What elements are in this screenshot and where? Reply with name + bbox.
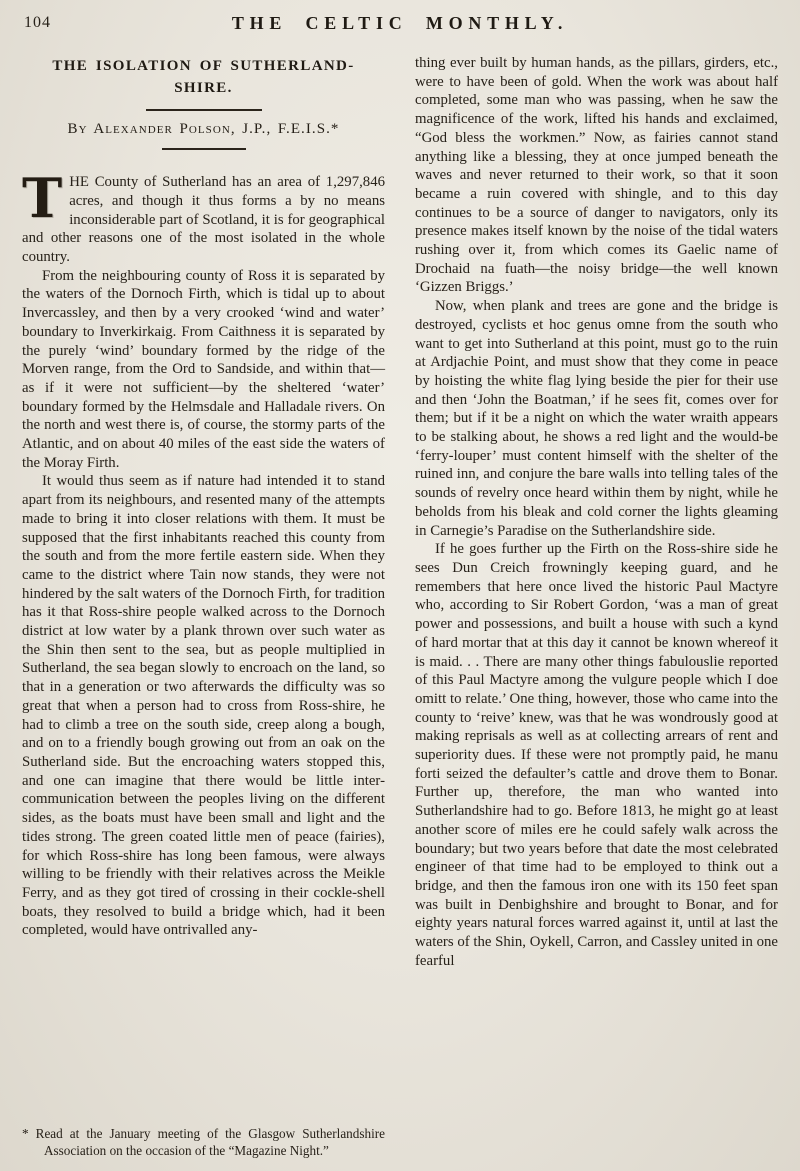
paragraph-intro: [22, 166, 385, 267]
left-column: [22, 54, 385, 1159]
article-byline: By Alexander Polson, J.P., F.E.I.S.*: [67, 120, 340, 137]
paragraph-paul-mactyre: If he goes further up the Firth on the Ross-shire side he sees Dun Creich frowningly keeping guard, and he remembers that here once lived the historic Paul Mactyre who, according to Sir Robert Gordon, ‘was a man of great power and possessions, and built a house with such a kynd of hard mortar that at this day it cannot be known whereof it is maid. . . There are many other things fabulouslie reported of this Paul Mactyre among the vulgure people which I doe omitt to relate.’ One thing, however, those who came into the county to ‘reive’ knew, was that he was wondrously good at making reprisals as well as at collecting arrears of rent and superiority dues. If these were not promptly paid, he manu forti seized the defaulter’s cattle and drove them to Bonar. Further up, therefore, the man who wanted into Sutherlandshire had to go. Before 1813, he might go at least another score of miles ere he could safely walk across the boundary; but two years before that date the most celebrated engineer of that time had to be employed to think out a bridge, and then the famous iron one with its 150 feet span was built in Denbighshire and brought to Bonar, and for eighty years natural forces warred against it, until at last the waters of the Shin, Oykell, Carron, and Cassley united in one fearful: [415, 541, 778, 969]
byline-rule: [162, 148, 246, 150]
paragraph-boundaries: From the neighbouring county of Ross it is separated by the waters of the Dornoch Firth, which is tidal up to about Invercassley, and then by a very crooked ‘wind and water’ boundary to Inverkirkaig. From Caithness it is separated by the purely ‘wind’ boundary formed by the ridge of the Morven range, from the Ord to Sandside, and within that—as if it were not sufficient—by the sheltered ‘water’ boundary formed by the Helmsdale and Halladale rivers. On the north and west there is, of course, the stormy parts of the Atlantic, and on about 40 miles of the east side the waters of the Moray Firth.: [22, 267, 385, 471]
article-head: [22, 54, 385, 159]
paragraph-tradition: It would thus seem as if nature had intended it to stand apart from its neighbours, and resented many of the attempts made to bring it into closer relations with them. It must be supposed that the first inhabitants reached this county from the south and from the more fertile eastern side. When they came to the district where Tain now stands, they were not hindered by the salt waters of the Dornoch Firth, for tradition has it that Ross-shire people walked across to the Dornoch district at low water by a plank thrown over such water as the Shin then sent to the sea, but as people multiplied in Sutherland, the sea began slowly to encroach on the land, so that in a generation or two afterwards the difficulty was so great that when a person had to cross from Ross-shire, he had to climb a tree on the south side, creep along a bough, and on to a friendly bough growing out from an oak on the Sutherland side. But the encroaching waters stopped this, and one can imagine that there would be little inter-communication between the peoples living on the different sides, as the boats must have been small and light and the tides strong. The green coated little men of peace (fairies), for which Ross-shire has long been famous, were always willing to be friendly with their relatives across the Meikle Ferry, and as they got tired of crossing in their cockle-shell boats, they resolved to build a bridge which, had it been completed, would have ontrivalled any-: [22, 473, 385, 939]
title-rule: [146, 109, 262, 111]
paragraph-intro-text: HE County of Sutherland has an area of 1,297,846 acres, and though it thus forms a by no means inconsiderable part of Scotland, it is for geographical and other reasons one of the most isolated in the whole country.: [22, 174, 385, 266]
article-title: THE ISOLATION OF SUTHERLAND-SHIRE.: [52, 58, 355, 96]
paragraph-cyclists: Now, when plank and trees are gone and the bridge is destroyed, cyclists et hoc genus omne from the south who want to get into Sutherland at this point, must go to the ruin at Ardjachie Point, and must show that they come in peace by hoisting the white flag lying beside the pier for their use and then ‘John the Boatman,’ if he sees fit, comes over for them; but if it be a night on which the water wraith appears to be stalking about, he shows a red light and the would-be ‘ferry-louper’ must content himself with the shelter of the ruined inn, and conjure the bare walls into telling tales of the sounds of revelry once heard within them by night, while he beholds from his bleak and cold corner the lights gleaming in Carnegie’s Paradise on the Sutherlandshire side.: [415, 298, 778, 539]
article-body: [22, 54, 778, 1159]
paragraph-fairy-bridge: thing ever built by human hands, as the pillars, girders, etc., were to have been of gold. When the work was about half completed, some man who was passing, when he saw the magnificence of the work, lifted his hands and exclaimed, “God bless the workmen.” Now, as fairies cannot stand anything like a blessing, they at once jumped beneath the waves and never returned to their work, so that it soon became a ruin covered with shingle, and to this day continues to be a source of danger to navigators, only its presence makes itself known by the noise of the tidal waters rushing over it, from which comes its Gaelic name of Drochaid na fuath—the noisy bridge—the well known ‘Gizzen Briggs.’: [415, 55, 778, 296]
right-column: [415, 54, 778, 1159]
page-number: 104: [24, 14, 51, 31]
footnote: * Read at the January meeting of the Glasgow Sutherlandshire Association on the occasion of the “Magazine Night.”: [22, 1126, 385, 1158]
masthead-title: THE CELTIC MONTHLY.: [231, 13, 569, 33]
page-header: [22, 10, 778, 44]
drop-cap-initial: T: [22, 166, 63, 231]
